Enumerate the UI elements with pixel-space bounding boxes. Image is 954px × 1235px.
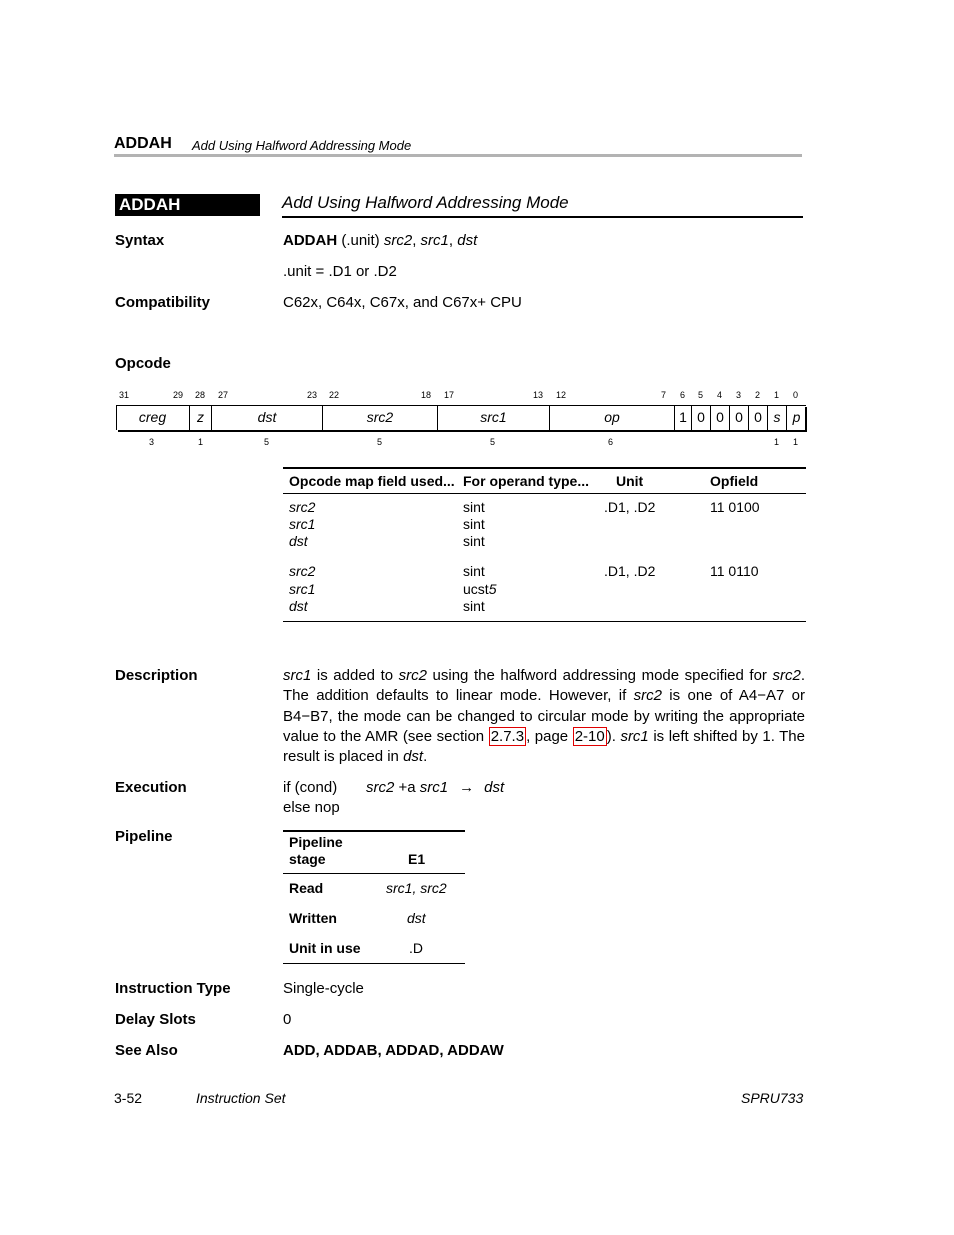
syntax-sep: , (448, 232, 458, 249)
opcode-field-s: s (768, 405, 787, 430)
syntax-line (283, 232, 477, 249)
opcode-map-field: src1 (289, 581, 316, 597)
bit-number: 23 (307, 390, 318, 400)
opcode-map-type-base: ucst (463, 581, 489, 597)
execution-label: Execution (115, 779, 187, 796)
footer-doc-id: SPRU733 (741, 1090, 804, 1106)
bit-number: 28 (195, 390, 206, 400)
opcode-map-field: dst (289, 533, 308, 549)
pipeline-header-rule (283, 873, 465, 874)
syntax-sep: , (412, 232, 421, 249)
pipeline-row-name: Read (289, 880, 324, 896)
opcode-map-type: sint (463, 563, 485, 579)
description-label: Description (115, 667, 198, 684)
desc-operand: src1 (283, 667, 312, 684)
opcode-field-creg: creg (116, 405, 190, 430)
opcode-field-src2: src2 (323, 405, 438, 430)
running-header-mnemonic: ADDAH (114, 135, 172, 152)
desc-text: . The addition defaults to linear mode. However, if (283, 667, 805, 705)
execution-else: else nop (283, 799, 340, 816)
desc-operand: src2 (772, 667, 801, 684)
pipeline-row-value: .D (409, 940, 423, 956)
instruction-type-label: Instruction Type (115, 980, 231, 997)
execution-expression (366, 779, 504, 796)
opcode-map-unit: .D1, .D2 (604, 563, 656, 579)
opcode-fixed-bit: 0 (730, 405, 749, 430)
syntax-unit-line: .unit = .D1 or .D2 (283, 263, 397, 280)
execution-cond: if (cond) (283, 779, 338, 796)
bit-number: 1 (774, 390, 780, 400)
pipeline-header-stage: stage (289, 851, 326, 867)
compatibility-value: C62x, C64x, C67x, and C67x+ CPU (283, 294, 522, 311)
opcode-field-z: z (190, 405, 212, 430)
bit-number: 22 (329, 390, 340, 400)
bit-number: 4 (717, 390, 723, 400)
syntax-operand-src1: src1 (420, 232, 449, 249)
instruction-title: Add Using Halfword Addressing Mode (282, 193, 569, 212)
instruction-type-value: Single-cycle (283, 980, 364, 997)
field-width: 5 (377, 437, 383, 447)
opcode-map-header: For operand type... (463, 473, 590, 489)
bit-number: 0 (793, 390, 799, 400)
running-header-title: Add Using Halfword Addressing Mode (192, 138, 412, 153)
footer-page-number: 3-52 (114, 1090, 143, 1106)
pipeline-row-name: Written (289, 910, 337, 926)
opcode-label: Opcode (115, 355, 171, 372)
bit-number: 12 (556, 390, 567, 400)
opcode-map-bottom-rule (283, 621, 806, 622)
opcode-map-type (463, 581, 496, 598)
opcode-map-unit: .D1, .D2 (604, 499, 656, 515)
opcode-map-field: src2 (289, 563, 316, 579)
exec-operand: dst (484, 779, 505, 796)
opcode-map-header: Opcode map field used... (289, 473, 455, 489)
opcode-map-header: Opfield (710, 473, 759, 489)
pipeline-row-name: Unit in use (289, 940, 361, 956)
opcode-map-type: sint (463, 533, 485, 549)
desc-operand: src2 (398, 667, 427, 684)
bit-number: 27 (218, 390, 229, 400)
opcode-diagram-shadow (118, 430, 806, 432)
desc-text: is left shifted by 1. The result is placed in (283, 727, 805, 766)
opcode-field-p: p (792, 409, 801, 425)
running-header-rule (114, 154, 802, 157)
instruction-title-rule (282, 216, 803, 218)
opcode-map-type: sint (463, 516, 485, 532)
pipeline-row-value: src1, src2 (386, 880, 447, 896)
opcode-map-opfield: 11 0100 (710, 499, 760, 515)
bit-number: 29 (173, 390, 184, 400)
exec-arrow-icon: → (459, 779, 475, 796)
exec-operand: src1 (419, 779, 449, 796)
instruction-mnemonic-box: ADDAH (115, 194, 260, 216)
field-width: 5 (264, 437, 270, 447)
opcode-map-header: Unit (616, 473, 644, 489)
opcode-map-type: sint (463, 598, 485, 614)
field-width: 1 (198, 437, 204, 447)
opcode-map-field: src2 (289, 499, 316, 515)
desc-operand: src2 (633, 687, 662, 705)
desc-operand: src1 (620, 727, 649, 745)
description-text (283, 666, 805, 767)
desc-text: is one of A4−A7 or B4−B7, the mode can be changed to circular mode by writing the appropriate value to the AMR (see section (283, 687, 806, 745)
pipeline-header-stage: Pipeline (289, 834, 343, 850)
syntax-operand-dst: dst (457, 232, 478, 249)
opcode-map-opfield: 11 0110 (710, 563, 759, 579)
bit-number: 31 (119, 390, 130, 400)
desc-text: . (423, 748, 428, 766)
delay-slots-value: 0 (283, 1011, 292, 1028)
opcode-field-dst: dst (212, 405, 323, 430)
opcode-map-field: dst (289, 598, 308, 614)
opcode-map-type: sint (463, 499, 485, 515)
pipeline-header-e1: E1 (408, 851, 426, 867)
page-link[interactable]: 2-10 (574, 727, 605, 745)
opcode-fixed-bit: 0 (749, 405, 768, 430)
bit-number: 17 (444, 390, 455, 400)
pipeline-row-value: dst (407, 910, 426, 926)
exec-operand: src2 (366, 779, 395, 796)
pipeline-top-rule (283, 830, 465, 832)
bit-number: 7 (661, 390, 667, 400)
opcode-fixed-bit: 0 (711, 405, 730, 430)
field-width: 3 (149, 437, 155, 447)
section-link[interactable]: 2.7.3 (490, 727, 525, 745)
see-also-value: ADD, ADDAB, ADDAD, ADDAW (283, 1042, 504, 1059)
exec-operator: +a (394, 779, 420, 796)
bit-number: 2 (755, 390, 761, 400)
field-width: 6 (608, 437, 614, 447)
bit-number: 5 (698, 390, 704, 400)
delay-slots-label: Delay Slots (115, 1011, 196, 1028)
syntax-mnemonic: ADDAH (283, 232, 338, 249)
desc-text: is added to (311, 667, 399, 684)
desc-text: ). (606, 727, 621, 745)
opcode-fixed-bit: 0 (692, 405, 711, 430)
field-width: 5 (490, 437, 496, 447)
opcode-map-field: src1 (289, 516, 316, 532)
opcode-fixed-bit: 1 (675, 405, 692, 430)
opcode-map-type-suffix: 5 (488, 581, 497, 597)
see-also-label: See Also (115, 1042, 178, 1059)
opcode-field-src1: src1 (438, 405, 550, 430)
opcode-map-header-rule (283, 493, 806, 494)
opcode-map-top-rule (283, 467, 806, 469)
syntax-label: Syntax (115, 232, 165, 249)
footer-section: Instruction Set (196, 1090, 286, 1106)
syntax-unit: (.unit) (337, 232, 384, 249)
compatibility-label: Compatibility (115, 294, 211, 311)
opcode-field-op: op (550, 405, 675, 430)
field-width: 1 (774, 437, 780, 447)
bit-number: 18 (421, 390, 432, 400)
syntax-operand-src2: src2 (383, 232, 413, 249)
pipeline-bottom-rule (283, 963, 465, 964)
bit-number: 6 (680, 390, 686, 400)
bit-number: 13 (533, 390, 544, 400)
pipeline-label: Pipeline (115, 828, 173, 845)
desc-text: using the halfword addressing mode specified for (426, 667, 773, 684)
bit-number: 3 (736, 390, 742, 400)
desc-operand: dst (403, 748, 424, 766)
field-width: 1 (793, 437, 799, 447)
desc-text: , page (526, 727, 573, 745)
